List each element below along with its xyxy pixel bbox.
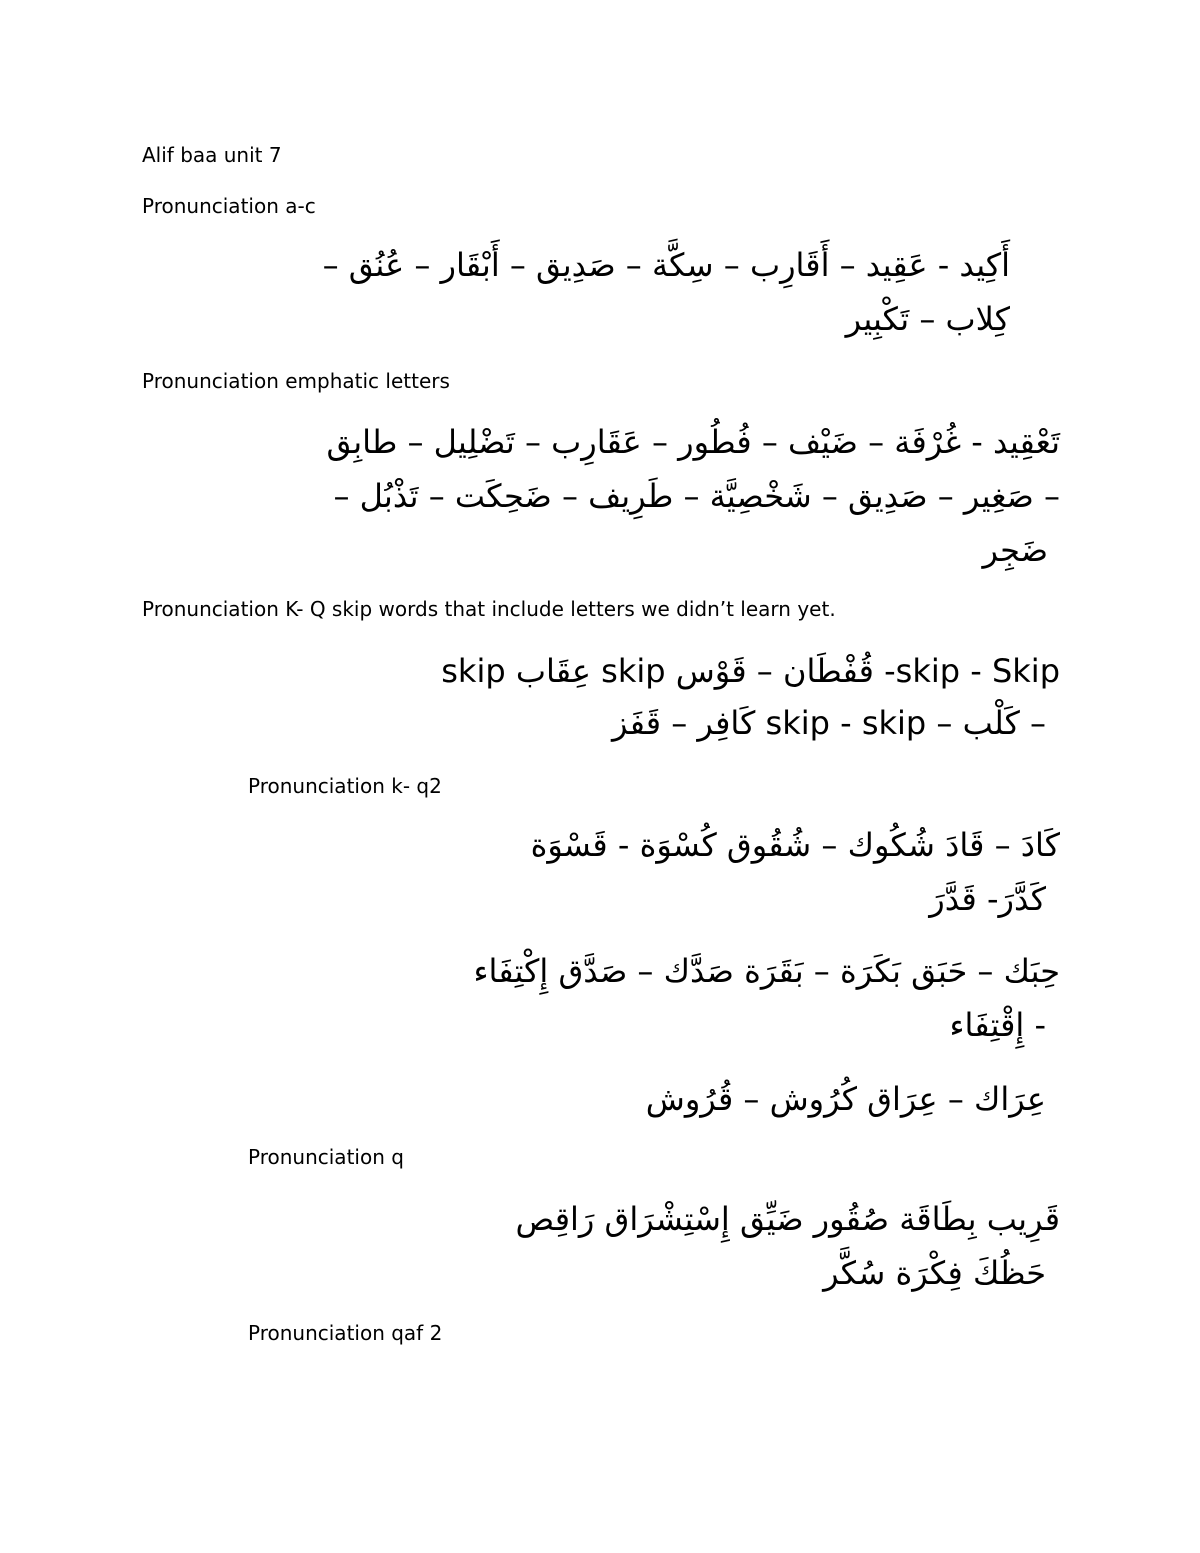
arabic-word-list-k-q2-c [250,1072,1060,1126]
arabic-word-list-k-q [250,645,1060,749]
word-line: حَظُكَ فِكْرَة سُكَّر [823,1254,1046,1292]
word-line: أَكِيد - عَقِيد – أَقَارِب – سِكَّة – صَدِيق – أَبْقَار – عُنُق – [322,246,1010,284]
section-label-k-q2: Pronunciation k- q2 [248,774,442,798]
section-label-k-q: Pronunciation K- Q skip words that include letters we didn’t learn yet. [142,597,836,621]
word-line: – كَلْب – skip - skip كَافِر – قَفَز [611,704,1046,742]
arabic-word-list-k-q2-b [250,944,1060,1052]
arabic-word-list-k-q2 [250,818,1060,926]
section-label-q: Pronunciation q [248,1145,404,1169]
section-label-a-c: Pronunciation a-c [142,194,316,218]
word-line: تَعْقِيد - غُرْفَة – ضَيْف – فُطُور – عَقَارِب – تَضْلِيل – طابِق [326,423,1060,461]
arabic-word-list-q [250,1192,1060,1300]
section-label-qaf-2: Pronunciation qaf 2 [248,1321,443,1345]
word-line: قَرِيب بِطَاقَة صُقُور ضَيِّق إِسْتِشْرَاق رَاقِص [515,1200,1060,1238]
document-title: Alif baa unit 7 [142,143,282,167]
section-label-emphatic: Pronunciation emphatic letters [142,369,450,393]
word-line: كَدَّرَ- قَدَّرَ [929,880,1046,918]
word-line: كِلاب – تَكْبِير [845,300,1010,338]
arabic-word-list-a-c [130,238,1010,346]
word-line: كَادَ – قَادَ شُكُوك – شُقُوق كُسْوَة - قَسْوَة [530,826,1060,864]
word-line: ضَجِر [982,531,1048,569]
arabic-word-list-emphatic [130,415,1060,577]
word-line: - إِقْتِفَاء [949,1006,1046,1044]
word-line: skip - Skip- قُفْطَان – قَوْس skip عِقَاب skip [441,652,1060,690]
word-line: حِبَك – حَبَق بَكَرَة – بَقَرَة صَدَّك – صَدَّق إِكْتِفَاء [473,952,1060,990]
word-line: عِرَاك – عِرَاق كُرُوش – قُرُوش [645,1080,1046,1118]
word-line: – صَغِير – صَدِيق – شَخْصِيَّة – طَرِيف – ضَحِكَت – تَذْبُل – [333,477,1060,515]
